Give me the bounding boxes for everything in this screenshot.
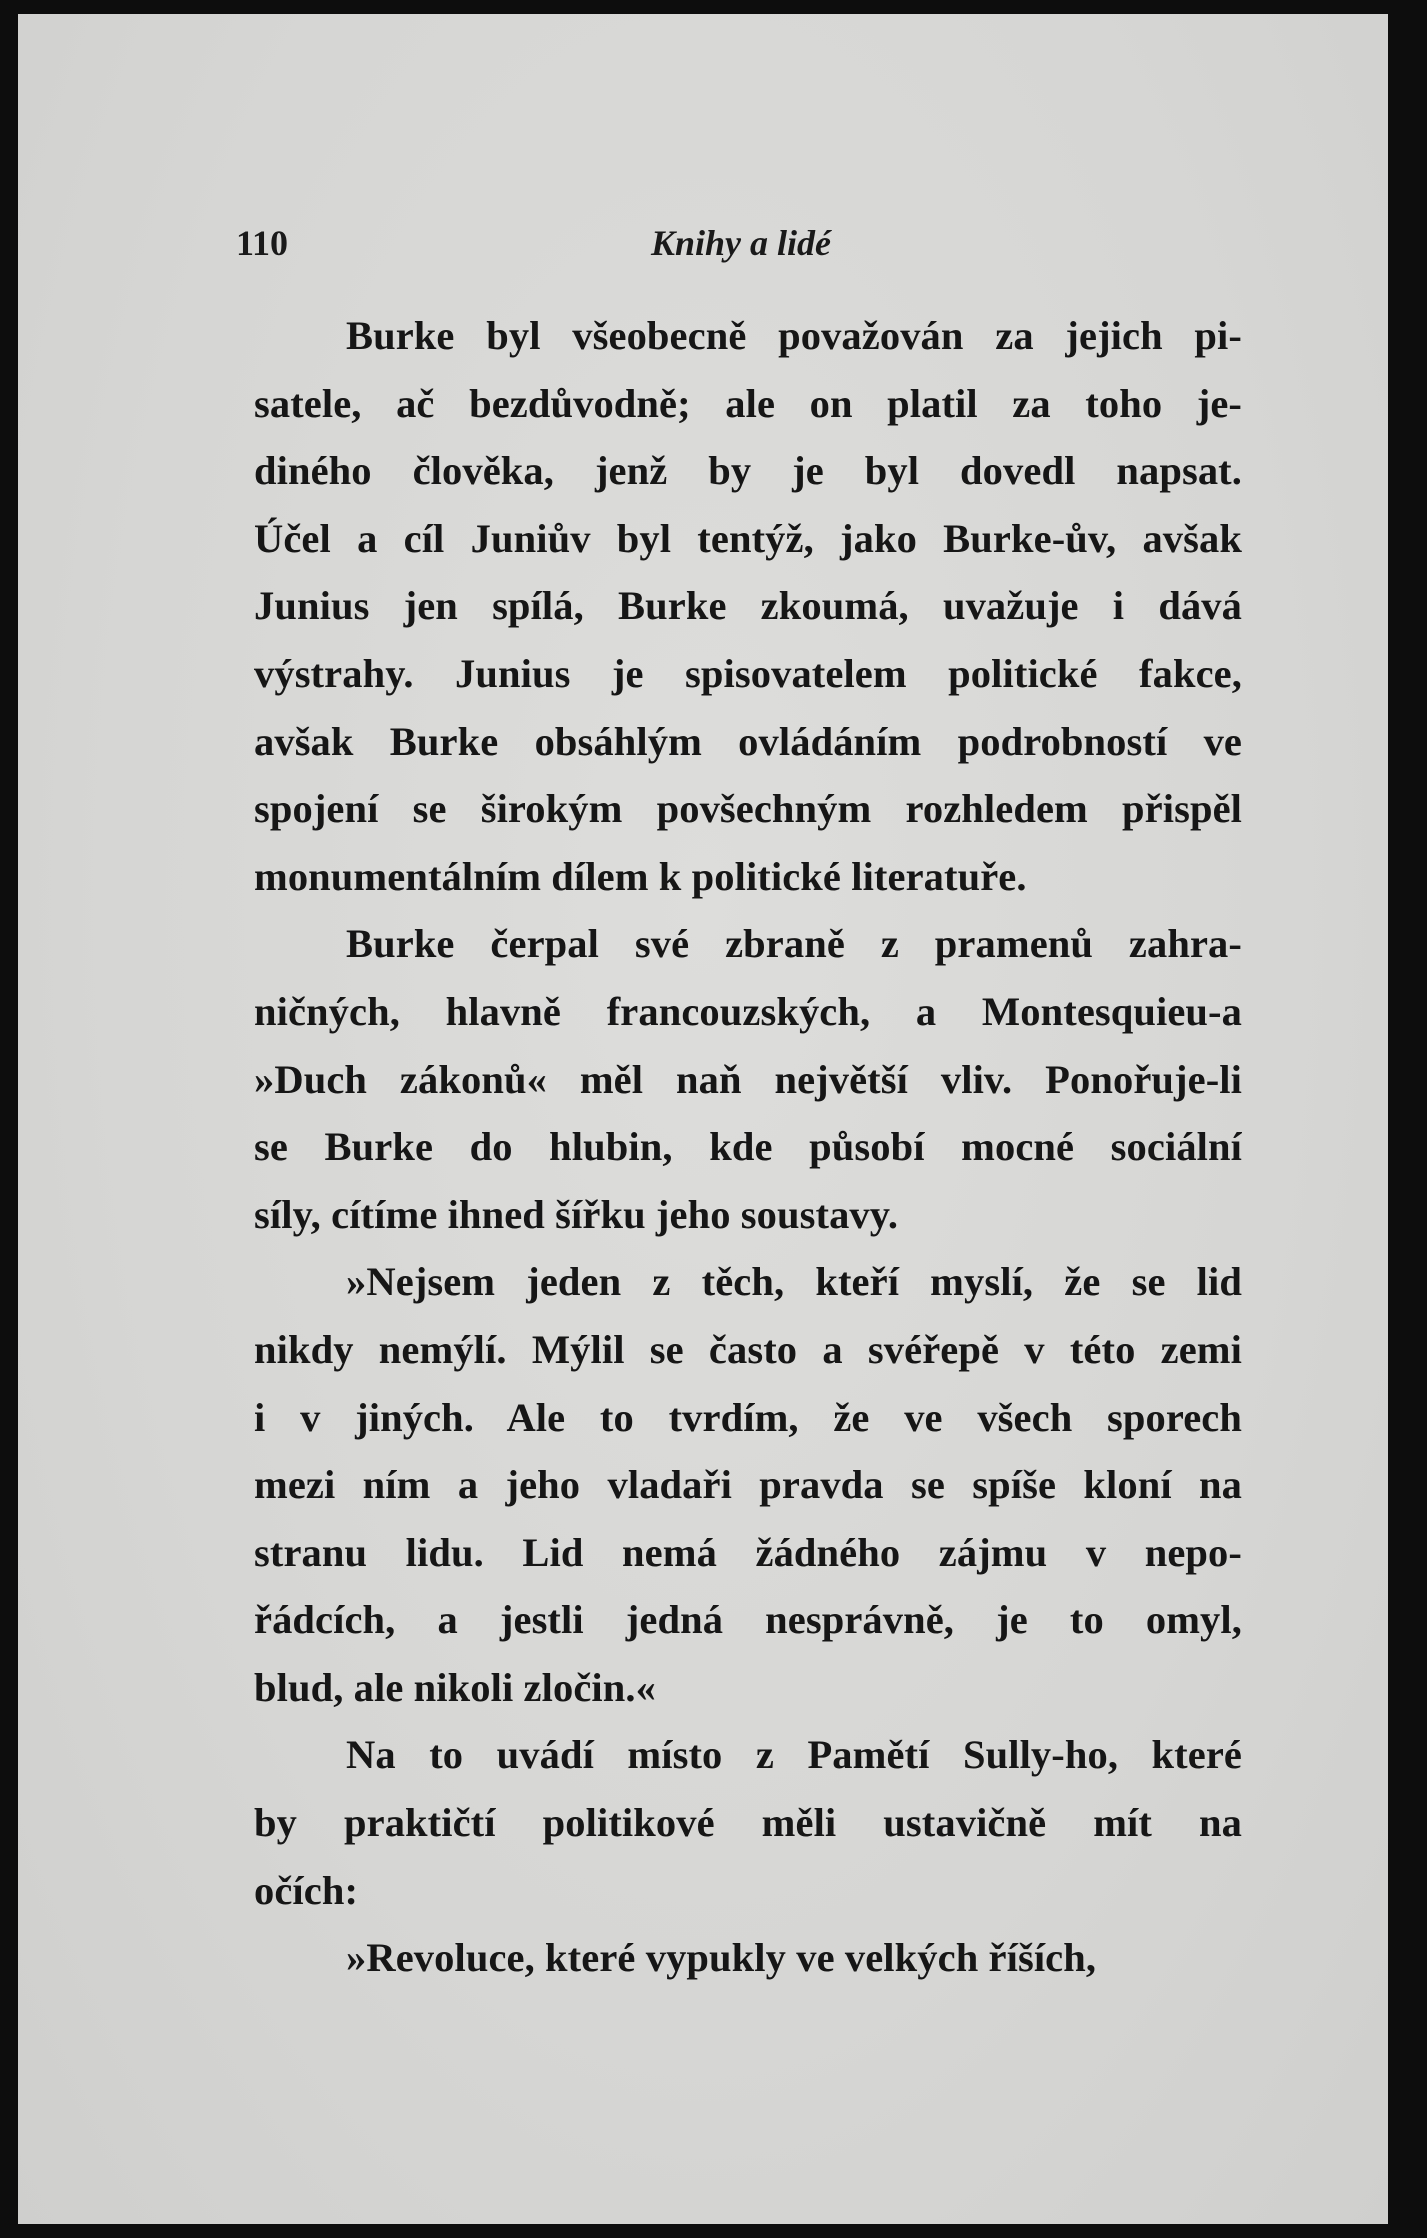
body-text	[254, 302, 1242, 1992]
text-line: spojení se širokým povšechným rozhledem přispěl	[254, 786, 1242, 832]
text-line: síly, cítíme ihned šířku jeho soustavy.	[254, 1191, 899, 1237]
text-line: ničných, hlavně francouzských, a Montesquieu-a	[254, 988, 1242, 1034]
page-header	[236, 222, 1246, 272]
text-line: výstrahy. Junius je spisovatelem politické fakce,	[254, 650, 1242, 696]
text-line: Burke byl všeobecně považován za jejich pi-	[346, 313, 1242, 358]
text-line: mezi ním a jeho vladaři pravda se spíše kloní na	[254, 1462, 1242, 1508]
text-line: satele, ač bezdůvodně; ale on platil za toho je-	[254, 380, 1242, 426]
paragraph	[254, 1248, 1242, 1721]
text-line: avšak Burke obsáhlým ovládáním podrobností ve	[254, 718, 1242, 764]
text-line: Účel a cíl Juniův byl tentýž, jako Burke-ův, avšak	[254, 515, 1242, 561]
book-page	[18, 14, 1388, 2224]
text-line: řádcích, a jestli jedná nesprávně, je to omyl,	[254, 1597, 1242, 1643]
text-line: »Revoluce, které vypukly ve velkých říších,	[346, 1935, 1097, 1981]
text-line: Burke čerpal své zbraně z pramenů zahra-	[346, 921, 1242, 967]
paragraph	[254, 1924, 1242, 1992]
paragraph	[254, 1721, 1242, 1924]
text-line: blud, ale nikoli zločin.«	[254, 1664, 656, 1710]
text-line: stranu lidu. Lid nemá žádného zájmu v nepo-	[254, 1529, 1242, 1575]
text-line: monumentálním dílem k politické literatuře.	[254, 853, 1027, 899]
text-line: Junius jen spílá, Burke zkoumá, uvažuje i dává	[254, 583, 1242, 629]
running-title: Knihy a lidé	[650, 223, 832, 263]
page-number: 110	[236, 223, 289, 263]
text-line: diného člověka, jenž by je byl dovedl napsat.	[254, 448, 1242, 494]
text-line: Na to uvádí místo z Pamětí Sully-ho, které	[346, 1732, 1242, 1778]
text-line: se Burke do hlubin, kde působí mocné sociální	[254, 1124, 1242, 1170]
text-line: očích:	[254, 1867, 359, 1913]
text-line: i v jiných. Ale to tvrdím, že ve všech sporech	[254, 1394, 1242, 1440]
text-line: by praktičtí politikové měli ustavičně mít na	[254, 1800, 1242, 1846]
text-line: »Nejsem jeden z těch, kteří myslí, že se lid	[346, 1259, 1242, 1305]
paragraph	[254, 302, 1242, 910]
paragraph	[254, 910, 1242, 1248]
text-line: nikdy nemýlí. Mýlil se často a svéřepě v této zemi	[254, 1326, 1242, 1372]
text-line: »Duch zákonů« měl naň největší vliv. Ponořuje-li	[254, 1056, 1242, 1102]
